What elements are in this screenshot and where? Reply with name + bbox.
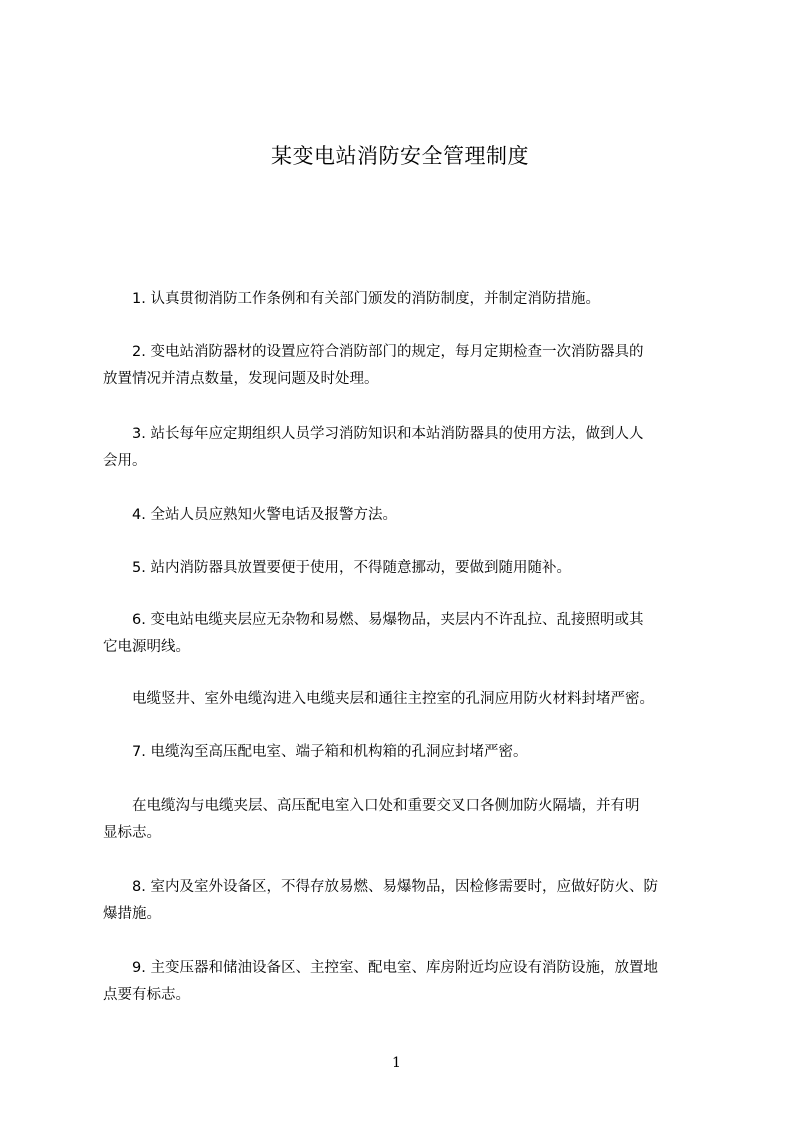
paragraph-8 (103, 739, 703, 766)
paragraph-10 (103, 874, 703, 928)
paragraph-9 (103, 793, 703, 847)
paragraph-line: 它电源明线。 (103, 639, 190, 655)
paragraph-line: 8. 室内及室外设备区，不得存放易燃、易爆物品，因检修需要时，应做好防火、防 (103, 879, 658, 895)
paragraph-line: 在电缆沟与电缆夹层、高压配电室入口处和重要交叉口各侧加防火隔墙，并有明 (103, 798, 640, 814)
paragraph-3 (103, 421, 703, 475)
paragraph-line: 6. 变电站电缆夹层应无杂物和易燃、易爆物品，夹层内不许乱拉、乱接照明或其 (103, 612, 644, 628)
paragraph-4 (103, 502, 703, 529)
document-title: 某变电站消防安全管理制度 (271, 144, 529, 168)
paragraph-5 (103, 555, 703, 582)
paragraph-7 (103, 686, 703, 713)
page-number: 1 (392, 1055, 401, 1071)
paragraph-line: 1. 认真贯彻消防工作条例和有关部门颁发的消防制度，并制定消防措施。 (103, 291, 600, 307)
paragraph-line: 3. 站长每年应定期组织人员学习消防知识和本站消防器具的使用方法，做到人人 (103, 426, 644, 442)
paragraph-11 (103, 955, 703, 1009)
paragraph-line: 显标志。 (103, 825, 161, 841)
paragraph-line: 放置情况并清点数量，发现问题及时处理。 (103, 371, 379, 387)
paragraph-line: 爆措施。 (103, 906, 161, 922)
paragraph-line: 点要有标志。 (103, 987, 190, 1003)
paragraph-line: 7. 电缆沟至高压配电室、端子箱和机构箱的孔洞应封堵严密。 (103, 744, 528, 760)
paragraph-6 (103, 607, 703, 661)
paragraph-line: 2. 变电站消防器材的设置应符合消防部门的规定，每月定期检查一次消防器具的 (103, 344, 644, 360)
paragraph-line: 电缆竖井、室外电缆沟进入电缆夹层和通往主控室的孔洞应用防火材料封堵严密。 (103, 691, 654, 707)
paragraph-2 (103, 339, 703, 393)
paragraph-line: 9. 主变压器和储油设备区、主控室、配电室、库房附近均应设有消防设施，放置地 (103, 960, 658, 976)
paragraph-line: 5. 站内消防器具放置要便于使用，不得随意挪动，要做到随用随补。 (103, 560, 571, 576)
paragraph-1 (103, 286, 703, 313)
paragraph-line: 会用。 (103, 453, 147, 469)
paragraph-line: 4. 全站人员应熟知火警电话及报警方法。 (103, 507, 397, 523)
